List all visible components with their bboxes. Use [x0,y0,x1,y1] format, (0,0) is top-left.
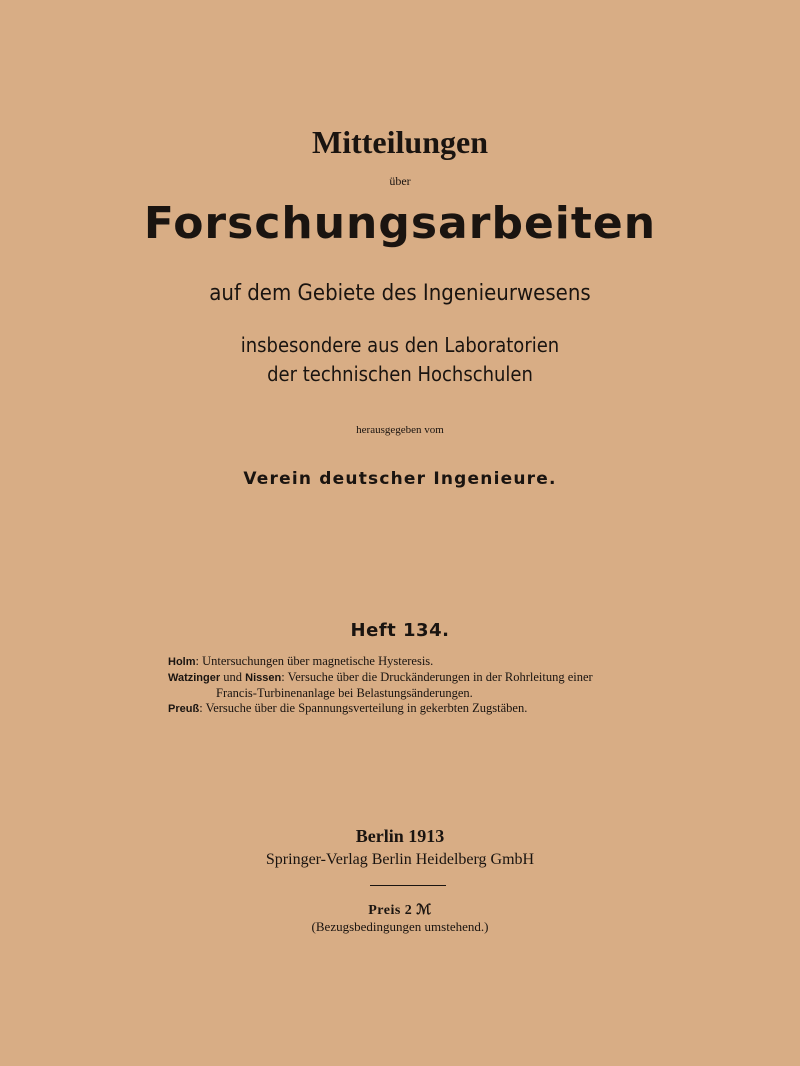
price: Preis 2 ℳ [368,903,432,918]
entry-author: Preuß [168,703,200,715]
place-year: Berlin 1913 [355,826,445,846]
issue-number: Heft 134. [350,620,450,641]
main-title: Forschungsarbeiten [143,198,657,249]
contents-entry: Watzinger und Nissen: Versuche über die Druckänderungen in der Rohrleitung einer [168,670,593,684]
contents-entry: Holm: Untersuchungen über magnetische Hysteresis. [168,654,434,668]
table-of-contents [168,654,768,717]
divider [370,885,446,886]
purchase-terms: (Bezugsbedingungen umstehend.) [311,919,489,934]
editor-prefix: herausgegeben vom [356,424,444,436]
contents-entry: Preuß: Versuche über die Spannungsverteilung in gekerbten Zugstäben. [168,701,528,715]
subtitle-laboratories: insbesondere aus den Laboratorien [240,333,560,357]
entry-title: Versuche über die Spannungsverteilung in gekerbten Zugstäben. [205,701,528,715]
contents-entry-continuation [168,686,768,701]
series-title: Mitteilungen [312,124,488,160]
title-connector: über [389,174,411,188]
publisher: Springer-Verlag Berlin Heidelberg GmbH [265,851,535,868]
entry-title: Untersuchungen über magnetische Hysteresis. [202,654,434,668]
subtitle-universities: der technischen Hochschulen [267,362,533,386]
editor-name: Verein deutscher Ingenieure. [243,469,557,489]
entry-title: Versuche über die Druckänderungen in der Rohrleitung einer [287,670,593,684]
entry-author: Holm [168,656,196,668]
entry-author-connector: und [223,670,243,684]
entry-author: Watzinger [168,672,221,684]
entry-title-continuation: Francis-Turbinenanlage bei Belastungsänderungen. [216,686,473,700]
subtitle-field: auf dem Gebiete des Ingenieurwesens [209,281,591,306]
entry-coauthor: Nissen [245,672,282,684]
